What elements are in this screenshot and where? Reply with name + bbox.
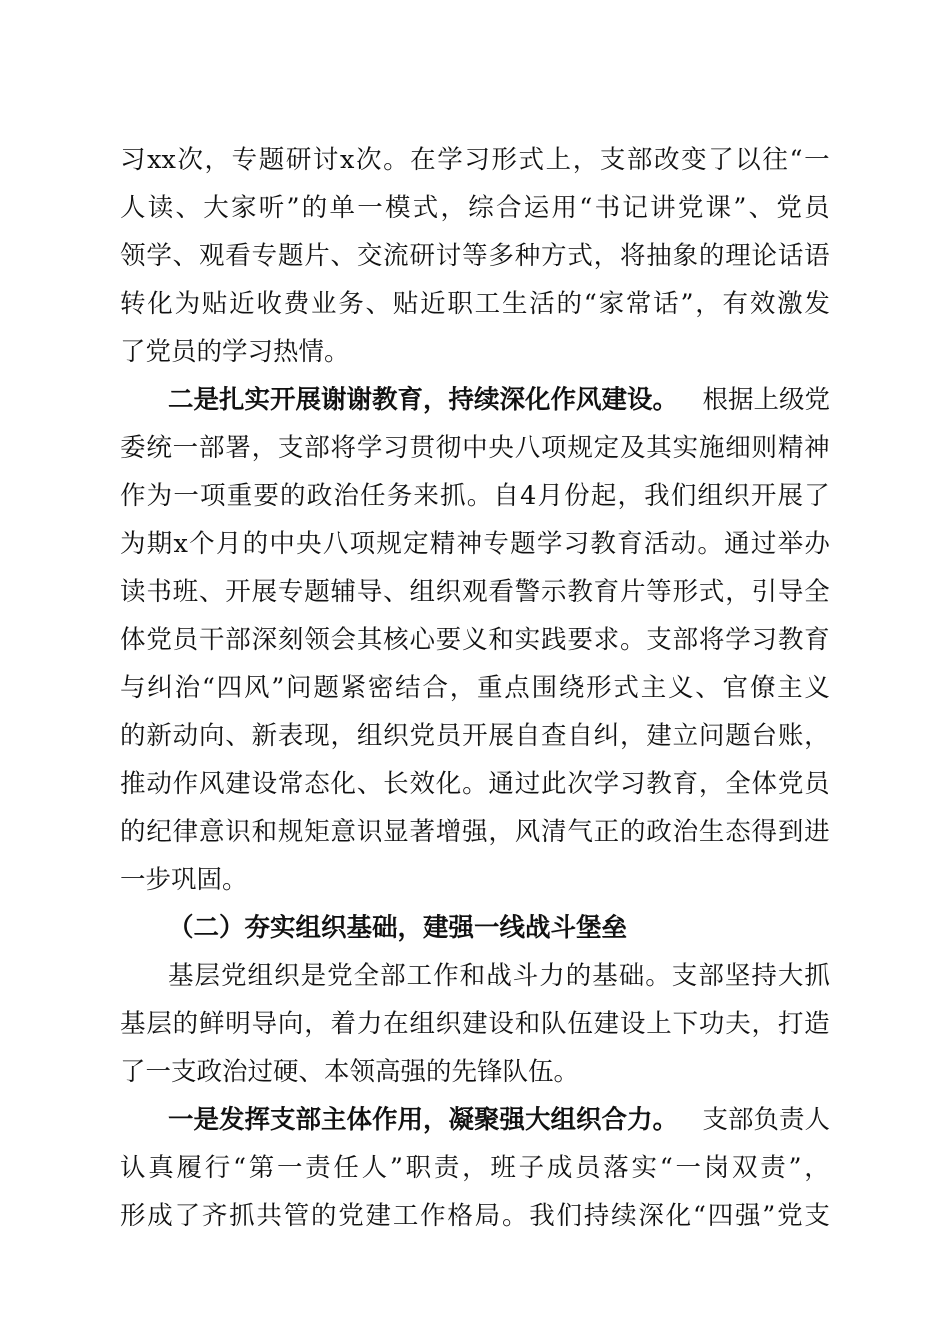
body-text-line: 领 学 、 观 看 专 题 片 、 交 流 研 讨 等 多 种 方 式 ， 将 抽 象 的 理 论 话 语	[120, 241, 830, 271]
paragraph-lead-bold: 一是发挥支部主体作用，凝聚强大组织合力。	[168, 1105, 679, 1135]
paragraph-first-line-rest: 支部负责人	[702, 1105, 830, 1135]
body-text-line: 了党员的学习热情。	[120, 337, 350, 367]
body-text-line: 读 书 班 、 开 展 专 题 辅 导 、 组 织 观 看 警 示 教 育 片 等 形 式 ， 引 导 全	[120, 577, 830, 607]
paragraph-lead-bold: 二是扎实开展谢谢教育，持续深化作风建设。	[168, 385, 679, 415]
paragraph-first-line-rest: 根据上级党	[702, 385, 830, 415]
body-text-line: 与 纠 治 “ 四 风 ” 问 题 紧 密 结 合 ， 重 点 围 绕 形 式 主 义 、 官 僚 主 义	[120, 673, 830, 703]
body-text-line: 一步巩固。	[120, 865, 248, 895]
body-text-line: 了一支政治过硬、本领高强的先锋队伍。	[120, 1057, 580, 1087]
body-text-line: 为 期 x 个 月 的 中 央 八 项 规 定 精 神 专 题 学 习 教 育 活 动 。 通 过 举 办	[120, 529, 830, 559]
body-text-line: 推 动 作 风 建 设 常 态 化 、 长 效 化 。 通 过 此 次 学 习 教 育 ， 全 体 党 员	[120, 769, 830, 799]
paragraph-first-line	[168, 1100, 830, 1140]
body-text-line: 基 层 党 组 织 是 党 全 部 工 作 和 战 斗 力 的 基 础 。 支 部 坚 持 大 抓	[168, 961, 830, 991]
body-text-line: 委 统 一 部 署 ， 支 部 将 学 习 贯 彻 中 央 八 项 规 定 及 其 实 施 细 则 精 神	[120, 433, 830, 463]
body-text-line: 转 化 为 贴 近 收 费 业 务 、 贴 近 职 工 生 活 的 “ 家 常 话 ” ， 有 效 激 发	[120, 289, 830, 319]
body-text-line: 形 成 了 齐 抓 共 管 的 党 建 工 作 格 局 。 我 们 持 续 深 化 “ 四 强 ” 党 支	[120, 1201, 830, 1231]
body-text-line: 的 新 动 向 、 新 表 现 ， 组 织 党 员 开 展 自 查 自 纠 ， 建 立 问 题 台 账 ，	[120, 721, 830, 751]
body-text-line: 作 为 一 项 重 要 的 政 治 任 务 来 抓 。 自 4 月 份 起 ， 我 们 组 织 开 展 了	[120, 481, 830, 511]
section-heading: （二）夯实组织基础，建强一线战斗堡垒	[168, 913, 628, 943]
body-text-line: 基 层 的 鲜 明 导 向 ， 着 力 在 组 织 建 设 和 队 伍 建 设 上 下 功 夫 ， 打 造	[120, 1009, 830, 1039]
body-text-line: 习 xx 次 ， 专 题 研 讨 x 次 。 在 学 习 形 式 上 ， 支 部 改 变 了 以 往 “ 一	[120, 145, 830, 175]
paragraph-first-line	[168, 380, 830, 420]
body-text-line: 的 纪 律 意 识 和 规 矩 意 识 显 著 增 强 ， 风 清 气 正 的 政 治 生 态 得 到 进	[120, 817, 830, 847]
body-text-line: 体 党 员 干 部 深 刻 领 会 其 核 心 要 义 和 实 践 要 求 。 支 部 将 学 习 教 育	[120, 625, 830, 655]
body-text-line: 人 读 、 大 家 听 ” 的 单 一 模 式 ， 综 合 运 用 “ 书 记 讲 党 课 ” 、 党 员	[120, 193, 830, 223]
body-text-line: 认 真 履 行 “ 第 一 责 任 人 ” 职 责 ， 班 子 成 员 落 实 “ 一 岗 双 责 ” ，	[120, 1153, 830, 1183]
